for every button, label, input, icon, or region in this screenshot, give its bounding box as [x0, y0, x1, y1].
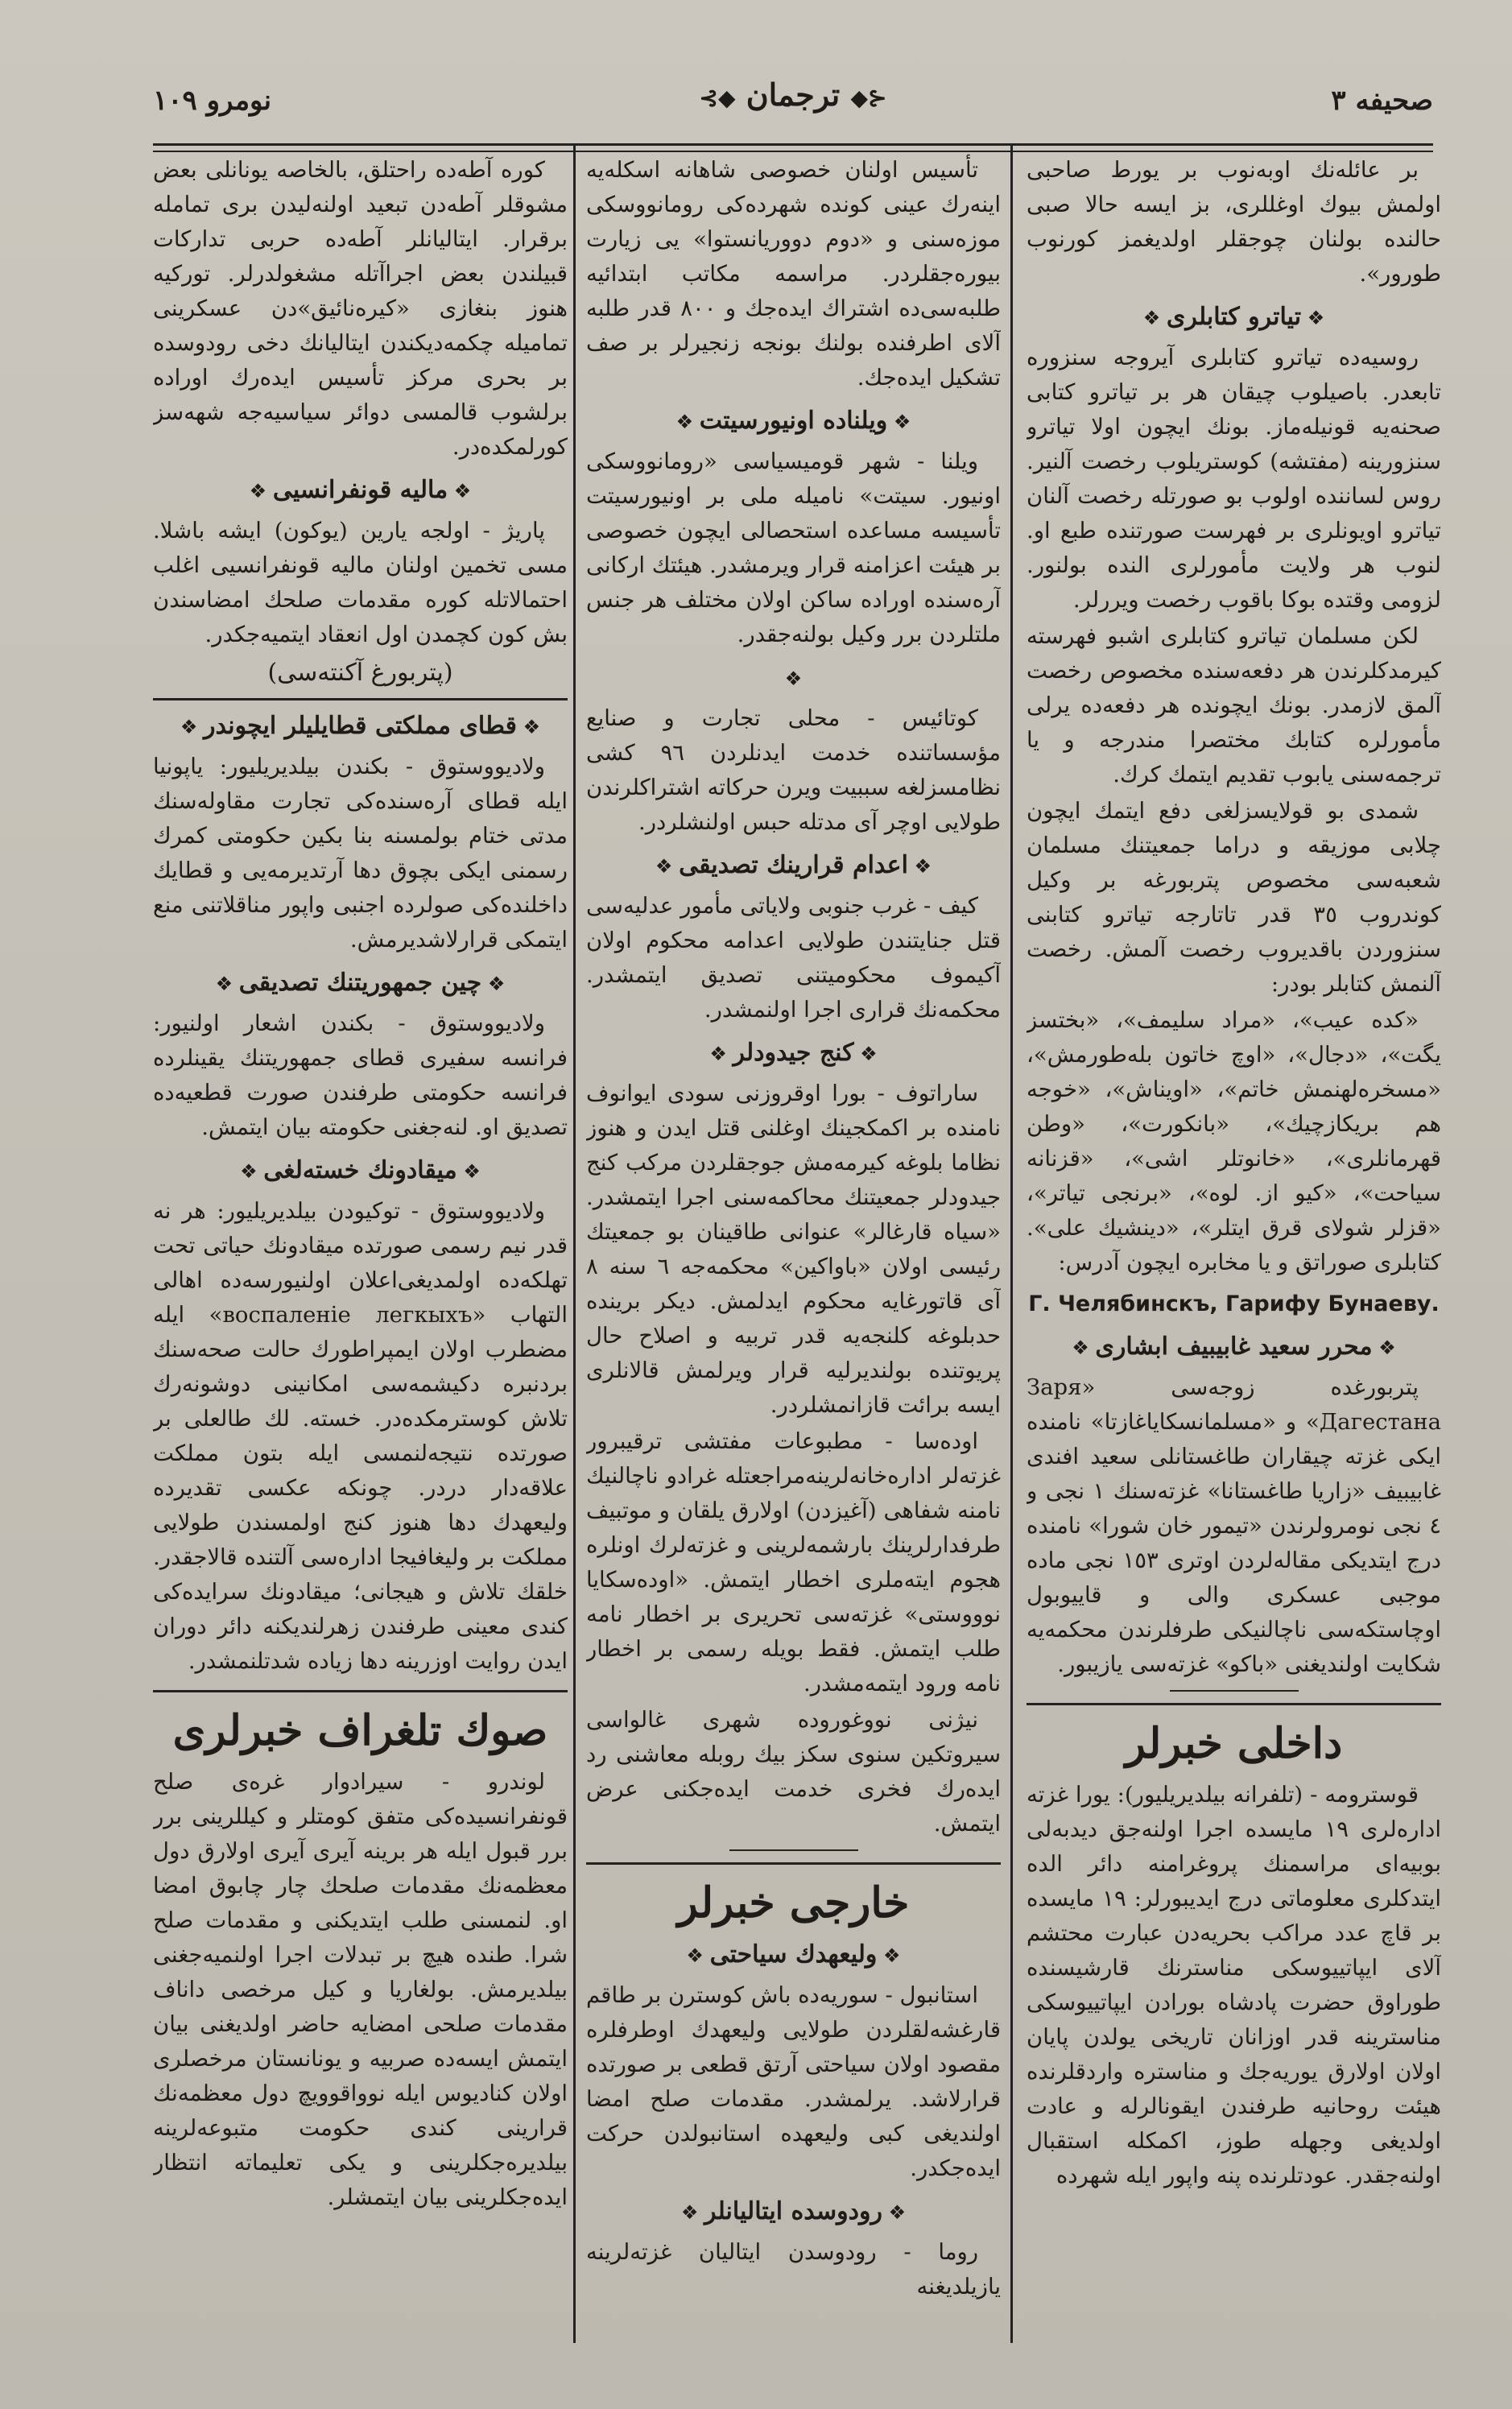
article-paragraph: پاریژ - اولجه یارین (یوكون) ایشه باشلا. مسی تخمین اولنان مالیه قونفرانسیی اغلب احتمالاتله كوره مقدمات صلحك امضاسندن بش كون كچمدن اول انعقاد ایتمیه‌جكدر. [153, 518, 568, 647]
ornament-icon: ❖ [853, 1043, 878, 1065]
ornament-icon: ❖ [784, 667, 803, 690]
ornament-right-icon: ◆⊱ [699, 85, 736, 111]
section-title-domestic: داخلی خبرلر [1027, 1703, 1441, 1770]
section-heading: ❖ رودوسده ایتالیانلر ❖ [680, 2197, 907, 2225]
ornament-icon: ❖ [907, 855, 932, 878]
section-rule [729, 1849, 858, 1851]
ornament-icon: ❖ [882, 2201, 907, 2224]
section-heading: ❖ اعدام قرارینك تصدیقی ❖ [655, 851, 932, 879]
article-paragraph: استانبول - سوریه‌ده باش كوسترن بر طاقم قارغشه‌لقلردن طولایی ولیعهدك اوطرفلره مقصود اولان سیاحتی آرتق قطعی بر صورتده قرارلاشد. یرلمشدر. مقدمات صلح امضا اولندیغی كبی ولیعهده استانبولدن حركت ایده‌جكدر. [586, 1982, 1001, 2181]
ornament-icon: ❖ [655, 855, 680, 878]
page-header [153, 76, 1433, 141]
article-paragraph: كوره آطه‌ده راحتلق، بالخاصه یونانلی بعض مشوقلر آطه‌دن تبعید اولنه‌لیدن بری تماملە برقرار. ایتالیانلر آطه‌ده حربی تدارکات قبیلندن بعض اجراآتله مشغولدرلر. توركیه هنوز بنغازی «كیرەنائیق»دن عسكرینی تمامیله چكمه‌دیكندن ایتالیانك دخی رودوسده بر بحری مركز تأسیس ایده‌رك اوراده برلشوب قالمسی دوائر سیاسیه‌جه شهه‌سز كورلمكده‌در. [153, 157, 568, 460]
section-heading: ❖ كنج جیدودلر ❖ [709, 1039, 878, 1067]
article-paragraph: پتربورغده زوجه‌سی «Заря Дагестана» و «مسلمانسكایاغازتا» نامنده ایكی غزته چیقاران طاغستانلی سعید افندی غابیبیف «زاریا طاغستانا» غزته‌سنك ١ نجی و ٤ نجی نومرولرندن «تیمور خان شورا» نامنده درج ایتدیكی مقاله‌لردن اوتری ١٥٣ نجی ماده موجبی عسكری والی و قاییوبول اوچاستكه‌سی ناچالنیكی طرفلرندن محكمه‌یه شكایت اولندیغنی «باكو» غزته‌سی یازیبور. [1027, 1374, 1441, 1677]
section-title-foreign: خارجی خبرلر [586, 1862, 1001, 1929]
ornament-icon: ❖ [709, 1043, 733, 1065]
section-rule [153, 698, 568, 700]
ornament-icon: ❖ [686, 1944, 710, 1967]
article-paragraph: «كده عیب»، «مراد سلیمف»، «بختسز یگت»، «دجال»، «اوچ خاتون بله‌طورمش»، «مسخره‌لهنمش خاتم»، «اویناش»، «خوجه هم بریكازچیك»، «بانكورت»، «وطن قهرمانلری»، «خانوتلر اشی»، «قزنانه سیاحت»، «كیو از. لوه»، «برنجی تیاتر»، «قزلر شولای قرق ایتلر»، «دینشیك علی». كتابلری صوراتق و یا مخابره ایچون آدرس: [1027, 1007, 1441, 1275]
ornament-icon: ❖ [887, 411, 911, 433]
article-paragraph: بر عائله‌نك اوبه‌نوب بر یورط صاحبی اولمش بیوك اوغللری، بز ایسه حالا صبی حالنده بولنان چوجقلر اولدیغمز كورنوب طورور». [1027, 157, 1441, 287]
column-middle [586, 153, 1001, 2343]
article-paragraph: ساراتوف - بورا اوقروزنی سودی ایوانوف نامنده بر اكمكجینك اوغلنی قتل ایدن و هنوز نظاما بلوغه كیرمه‌مش جوجقلردن مركب كنج جیدودلر جمعیتنك محاكمه‌سنی اجرا ایتمشدر. «سیاه قارغالر» عنوانی طاقینان بو جمعیتك رئیسی اولان «باواكین» محكمه‌جه ٦ سنه ٨ آی قاتورغایه محكوم ایدلمش. دیكر برینده حدبلوغه كلنجه‌یه قدر تربیه و اصلاح حال پریوتنده بولندیرلیه قرار ویرلمش قالانلری ایسه برائت قازانمشلردر. [586, 1081, 1001, 1418]
news-agency-credit: (پتربورغ آكنته‌سی) [267, 659, 453, 687]
ornament-divider [586, 660, 1001, 696]
article-paragraph: تأسیس اولنان خصوصی شاهانه اسكله‌یه اینه‌رك عینی كونده شهرده‌كی رومانووسكی موزه‌سنی و «دوم دووریانستوا» یی زیارت بیوره‌جقلردر. مراسمه مكاتب ابتدائیه طلبه‌سی‌ده اشتراك ایده‌جك و ٨٠٠ قدر طلبه آلای اطرفنده بولنك بونجه زنجیرلر بر صف تشكیل ایده‌جك. [586, 157, 1001, 390]
article-paragraph: لوندرو - سیرادوار غرەی صلح قونفرانسیده‌كی متفق كومتلر و كیللرینی برر برر قبول ایله هر برینه آیری آیری اولارق دول معظمه‌نك مقدمات صلحك چار چابوق امضا او. لنمسنی طلب ایتدیكنی و مقدمات صلح شرا. طنده هیچ بر تبدلات اجرا اولنمیه‌جغنی بیلدیرمش. بولغاریا و كیل مرخصی داناف مقدمات صلحی امضایه حاضر اولدیغنی بیان ایتمش ایسه‌ده صربیه و یونانستان مرخصلری اولان كنادیوس ایله نوواقوویچ دول معظمه‌نك قرارینی كندی حكومت متبوعەلرینه بیلدیره‌جكلرینی و یكی تعلیماته انتظار ایده‌جكلرینی بیان ایتمشلر. [153, 1769, 568, 2210]
section-heading: ❖ میقادونك خسته‌لغی ❖ [240, 1156, 481, 1184]
ornament-icon: ❖ [680, 2201, 705, 2224]
ornament-icon: ❖ [456, 1160, 481, 1183]
newspaper-title: ترجمان [746, 76, 841, 113]
column-left [153, 153, 568, 2343]
ornament-icon: ❖ [1072, 1337, 1096, 1359]
column-divider [573, 145, 576, 2343]
column-right [1027, 153, 1441, 2343]
ornament-icon: ❖ [516, 716, 541, 738]
article-paragraph: ولادیووستوق - بكندن اشعار اولنیور: فرانسه سفیری قطای جمهوریتنك یقینلرده فرانسه حكومتی طرفندن صورت قطعیه‌ده تصدیق او. لنه‌جغنی حكومته بیان ایتمش. [153, 1010, 568, 1140]
column-divider [1010, 145, 1013, 2343]
page-number: صحیفه ٣ [1331, 85, 1433, 117]
masthead [660, 76, 926, 113]
ornament-icon: ❖ [1301, 307, 1325, 329]
header-rule [153, 143, 1433, 152]
article-paragraph: روما - رودوسدن ایتالیان غزته‌لرینه یازیلدیغنه [586, 2239, 1001, 2300]
section-title-telegraph: صوك تلغراف خبرلری [153, 1690, 568, 1757]
section-heading: ❖ مالیه قونفرانسیی ❖ [249, 476, 472, 504]
article-paragraph: ویلنا - شهر قومیسیاسی «رومانووسكی اونیور. سیتت» نامیله ملی بر اونیورسیتت تأسیسه مساعده استحصالی ایچون خصوصی بر هیئت اعزامنه قرار ویرمشدر. هیئتك اركانی آرەسنده اوراده ساكن اولان مختلف هر جنس ملتلردن برر وكیل بولنه‌جقدر. [586, 448, 1001, 647]
ornament-icon: ❖ [240, 1160, 264, 1183]
article-paragraph: شمدی بو قولایسزلغی دفع ایتمك ایچون چلابی موزیقه و دراما جمعیتنك مسلمان شعبه‌سی مخصوص پتربورغه بر وكیل كوندروب ٣٥ قدر تاتارجه تیاترو كتابنی سنزوردن باقدیروب رخصت آلمش. رخصت آلنمش كتابلر بودر: [1027, 798, 1441, 997]
ornament-left-icon: ⊰◆ [850, 85, 887, 111]
section-heading: ❖ تیاترو كتابلری ❖ [1142, 303, 1325, 331]
ornament-icon: ❖ [877, 1944, 901, 1967]
ornament-icon: ❖ [180, 716, 204, 738]
article-paragraph: كیف - غرب جنوبی ولایاتی مأمور عدلیه‌سی قتل جنایتندن طولایی اعدامه محكوم اولان آكیموف محكومیتنی تصدیق ایتمشدر. محكمه‌نك قراری اجرا اولنمشدر. [586, 893, 1001, 1023]
article-paragraph: روسیه‌ده تیاترو كتابلری آیروجه سنزوره تابعدر. باصیلوب چیقان هر بر تیاترو كتابی صحنه‌یه قونیله‌ماز. بونك ایچون اولا تیاترو سنزورینه (مفتشه) كوستریلوب رخصت آلنیر. روس لساننده اولوب بو صورتله رخصت آلنان تیاترو اویونلری بر فهرست صورتنده طبع او. لنوب هر ولایت مأمورلری النده بولنور. لزومی وقتده بوكا باقوب رخصت ویررلر. [1027, 345, 1441, 613]
ornament-icon: ❖ [215, 973, 239, 995]
section-heading: ❖ ویلناده اونیورسیتت ❖ [675, 407, 911, 435]
article-paragraph: ولادیووستوق - توكیودن بیلدیریلیور: هر نه قدر نیم رسمی صورتده میقادونك حیاتی تحت تهلكه‌ده اولمدیغی‌اعلان اولنیورسه‌ده اهالی التهاب «воспаленіе легкыхъ» ایله مضطرب اولان ایمپراطورك حالت صحه‌سنك بردنبره دكیشمه‌سی امكانینی دوشونه‌رك تلاش كوسترمكده‌در. خسته. لك طالعلی بر صورتده نتیجه‌لنمسی ایله بتون مملكت علاقه‌دار دردر. چونكه عكسی تقدیرده ولیعهدك دها هنوز كنج اولمسندن طولایی مملكت بر ولیغافیجا ادارەسی آلتنده قالاجقدر. خلقك تلاش و هیجانی؛ میقادونك سرایده‌كی كندی معینی طرفندن زهرلندیكنه دائر دوران ایدن روایت اوزرینه دها زیاده شدتلنمشدر. [153, 1198, 568, 1674]
section-heading: ❖ قطای مملكتی قطایلیلر ایچوندر ❖ [180, 712, 541, 740]
ornament-icon: ❖ [675, 411, 700, 433]
article-paragraph: كوتائیس - محلی تجارت و صنایع مؤسساتنده خدمت ایدنلردن ٩٦ كشی نظامسزلغه سببیت ویرن حركاته اشتراكلرندن طولایی اوچر آی مدتله حبس اولنشلردر. [586, 705, 1001, 835]
section-heading: ❖ محرر سعید غابیبیف ابشاری ❖ [1072, 1333, 1396, 1361]
ornament-icon: ❖ [249, 480, 273, 502]
article-paragraph: نیژنی نووغوروده شهری غالواسی سیروتكین سنوی سكز بیك روبله معاشنی رد ایده‌رك فخری خدمت ایده‌جكنی عرض ایتمش. [586, 1707, 1001, 1837]
section-rule [1170, 1690, 1299, 1692]
ornament-icon: ❖ [481, 973, 506, 995]
article-paragraph: اودەسا - مطبوعات مفتشی ترقیبرور غزته‌لر اداره‌خانه‌لرینه‌مراجعتله غرادو ناچالنیك نامنه شفاهی (آغیزدن) اولارق یلقان و موتبیف طرفدارلرینك بارشمەلرینی و غزته‌لرك اونلره هجوم ایته‌ملری اخطار ایتمش. «اودەسكایا نوووستی» غزته‌سی تحریری بر اخطار نامه طلب ایتمش. فقط بویله رسمی بر اخطار نامه ورود ایتمه‌مشدر. [586, 1428, 1001, 1696]
section-heading: ❖ چین جمهوریتنك تصدیقی ❖ [215, 969, 506, 997]
ornament-icon: ❖ [1372, 1337, 1396, 1359]
section-heading: ❖ ولیعهدك سیاحتی ❖ [686, 1940, 901, 1969]
ornament-icon: ❖ [448, 480, 472, 502]
article-paragraph: قوسترومه - (تلفرانه بیلدیریلیور): یورا غزته ادارەلری ١٩ مایسده اجرا اولنه‌جق دیدبه‌لی بوبیه‌ای مراسمنك پروغرامنه دائر الده ایتدكلری معلوماتی درج ایدیبورلر: ١٩ مایسده بر قاچ عدد مراكب بحریه‌دن عبارت محتشم آلای ایپاتییوسكی مناسترنك قارشیسنده طوراوق حضرت پادشاه بورادن ایپاتییوسكی مناسترینه قدر اوزانان تاریخی یولدن پایان اولان اولارق یوریه‌جك و مناستره واردقلرنده هیئت روحانیه طرفندن ایقونالرله و عادت اولدیغی وجهله طوز، اكمكله استقبال اولنه‌جقدر. عودتلرنده پنه واپور ایله شهرده [1027, 1782, 1441, 2188]
ornament-icon: ❖ [1142, 307, 1167, 329]
article-paragraph: ولادیووستوق - بكندن بیلدیریلیور: یاپونیا ایله قطای آرەسنده‌كی تجارت مقاوله‌سنك مدتی ختام بولمسنه بنا بكین حكومتی كمرك رسمنی ایكی بچوق دها آرتدیرمه‌یی و قطایك داخلنده‌كی صولرده اجنبی واپور مناقلاتنی منع ایتمكی قرارلاشدیرمش. [153, 754, 568, 952]
issue-number: نومرو ١٠٩ [153, 85, 272, 117]
article-paragraph: لكن مسلمان تیاترو كتابلری اشبو فهرسته كیرمدكلرندن هر دفعه‌سنده مخصوص رخصت آلمق لازمدر. بونك ایچونده هر دفعه‌ده یرلی مأمورلره كتابك مختصرا مندرجه و یا ترجمه‌سنی یابوب تقدیم ایتمك كرك. [1027, 623, 1441, 787]
postal-address: Г. Челябинскъ, Гарифу Бунаеву. [1028, 1291, 1440, 1316]
